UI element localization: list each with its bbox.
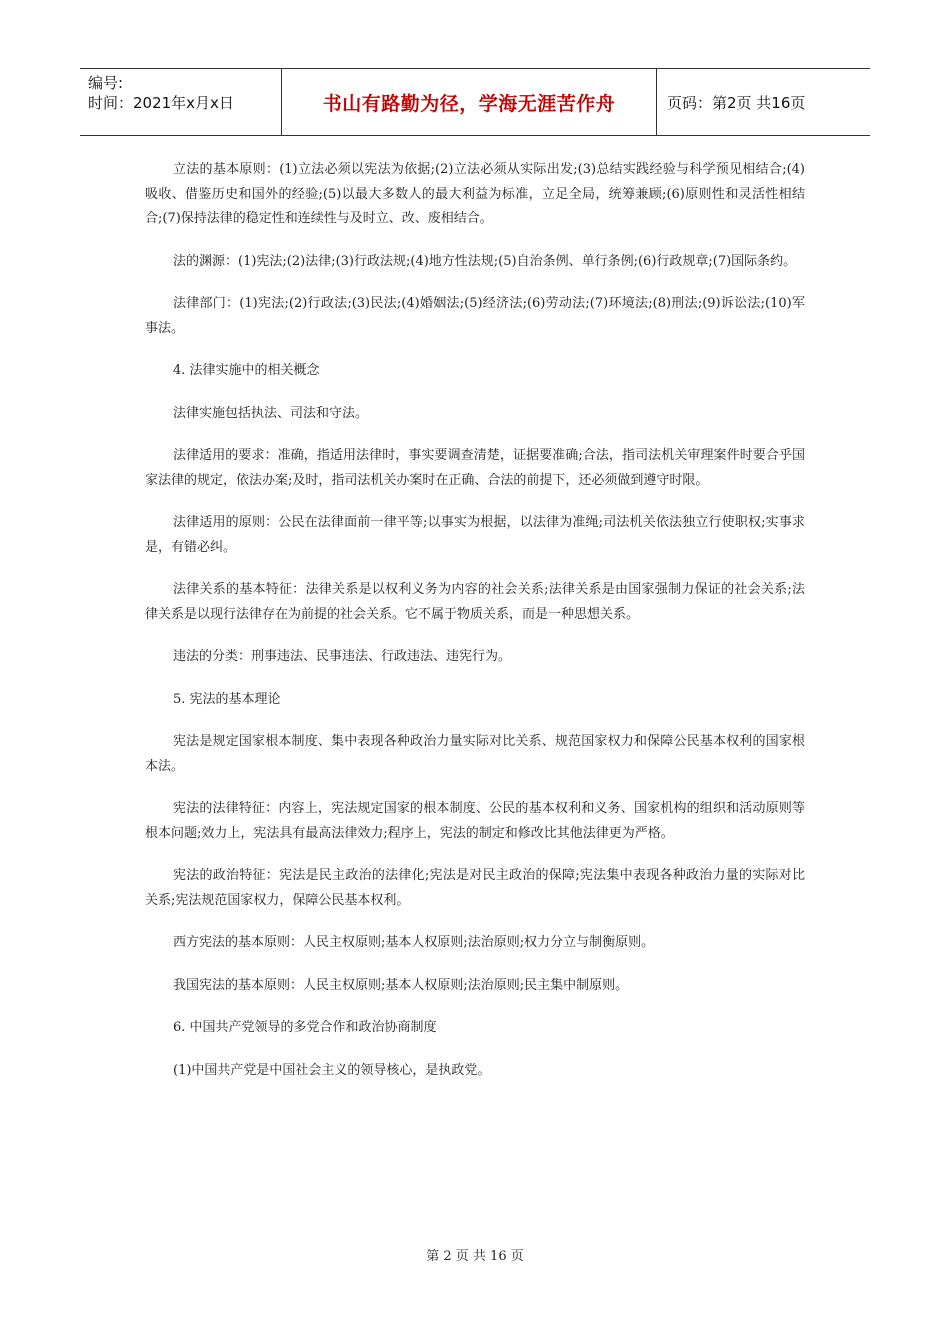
paragraph-application-principles: 法律适用的原则：公民在法律面前一律平等;以事实为根据，以法律为准绳;司法机关依法独立行使职权;实事求是，有错必纠。 <box>145 515 805 555</box>
paragraph-constitution-political-features: 宪法的政治特征：宪法是民主政治的法律化;宪法是对民主政治的保障;宪法集中表现各种政治力量的实际对比关系;宪法规范国家权力，保障公民基本权利。 <box>145 868 805 908</box>
page-footer: 第 2 页 共 16 页 <box>426 1249 524 1264</box>
paragraph-chinese-constitution-principles: 我国宪法的基本原则：人民主权原则;基本人权原则;法治原则;民主集中制原则。 <box>173 977 629 993</box>
header-page-number: 页码：第2页 共16页 <box>667 93 806 112</box>
page-header <box>80 68 870 136</box>
paragraph-law-implementation: 法律实施包括执法、司法和守法。 <box>173 405 369 421</box>
document-date: 时间：2021年x月x日 <box>88 94 234 112</box>
section-heading-5: 5. 宪法的基本理论 <box>173 691 281 707</box>
section-heading-6: 6. 中国共产党领导的多党合作和政治协商制度 <box>173 1020 437 1035</box>
header-meta <box>80 69 282 135</box>
paragraph-cpc-leadership: (1)中国共产党是中国社会主义的领导核心，是执政党。 <box>173 1062 491 1078</box>
document-body <box>145 158 805 1101</box>
paragraph-legislation-principles: 立法的基本原则：(1)立法必须以宪法为依据;(2)立法必须从实际出发;(3)总结实践经验与科学预见相结合;(4)吸收、借鉴历史和国外的经验;(5)以最大多数人的最大利益为标准，立足全局，统筹兼顾;(6)原则性和灵活性相结合;(7)保持法律的稳定性和连续性与及时立、改、废相结合。 <box>145 162 805 226</box>
document-number-label: 编号: <box>88 74 124 92</box>
paragraph-constitution-legal-features: 宪法的法律特征：内容上，宪法规定国家的根本制度、公民的基本权利和义务、国家机构的组织和活动原则等根本问题;效力上，宪法具有最高法律效力;程序上，宪法的制定和修改比其他法律更为严格。 <box>145 801 805 841</box>
section-heading-4: 4. 法律实施中的相关概念 <box>173 363 320 378</box>
paragraph-constitution-definition: 宪法是规定国家根本制度、集中表现各种政治力量实际对比关系、规范国家权力和保障公民基本权利的国家根本法。 <box>145 734 805 774</box>
paragraph-legal-relations: 法律关系的基本特征：法律关系是以权利义务为内容的社会关系;法律关系是由国家强制力保证的社会关系;法律关系是以现行法律存在为前提的社会关系。它不属于物质关系，而是一种思想关系。 <box>145 582 805 622</box>
paragraph-application-requirements: 法律适用的要求：准确，指适用法律时，事实要调查清楚，证据要准确;合法，指司法机关审理案件时要合乎国家法律的规定，依法办案;及时，指司法机关办案时在正确、合法的前提下，还必须做到遵守时限。 <box>145 448 805 488</box>
paragraph-sources-of-law: 法的渊源：(1)宪法;(2)法律;(3)行政法规;(4)地方性法规;(5)自治条例、单行条例;(6)行政规章;(7)国际条约。 <box>173 253 797 269</box>
paragraph-violation-types: 违法的分类：刑事违法、民事违法、行政违法、违宪行为。 <box>173 649 512 664</box>
header-motto: 书山有路勤为径，学海无涯苦作舟 <box>282 69 657 135</box>
paragraph-legal-branches: 法律部门：(1)宪法;(2)行政法;(3)民法;(4)婚姻法;(5)经济法;(6)劳动法;(7)环境法;(8)刑法;(9)诉讼法;(10)军事法。 <box>145 296 805 336</box>
paragraph-western-constitution-principles: 西方宪法的基本原则：人民主权原则;基本人权原则;法治原则;权力分立与制衡原则。 <box>173 935 655 950</box>
